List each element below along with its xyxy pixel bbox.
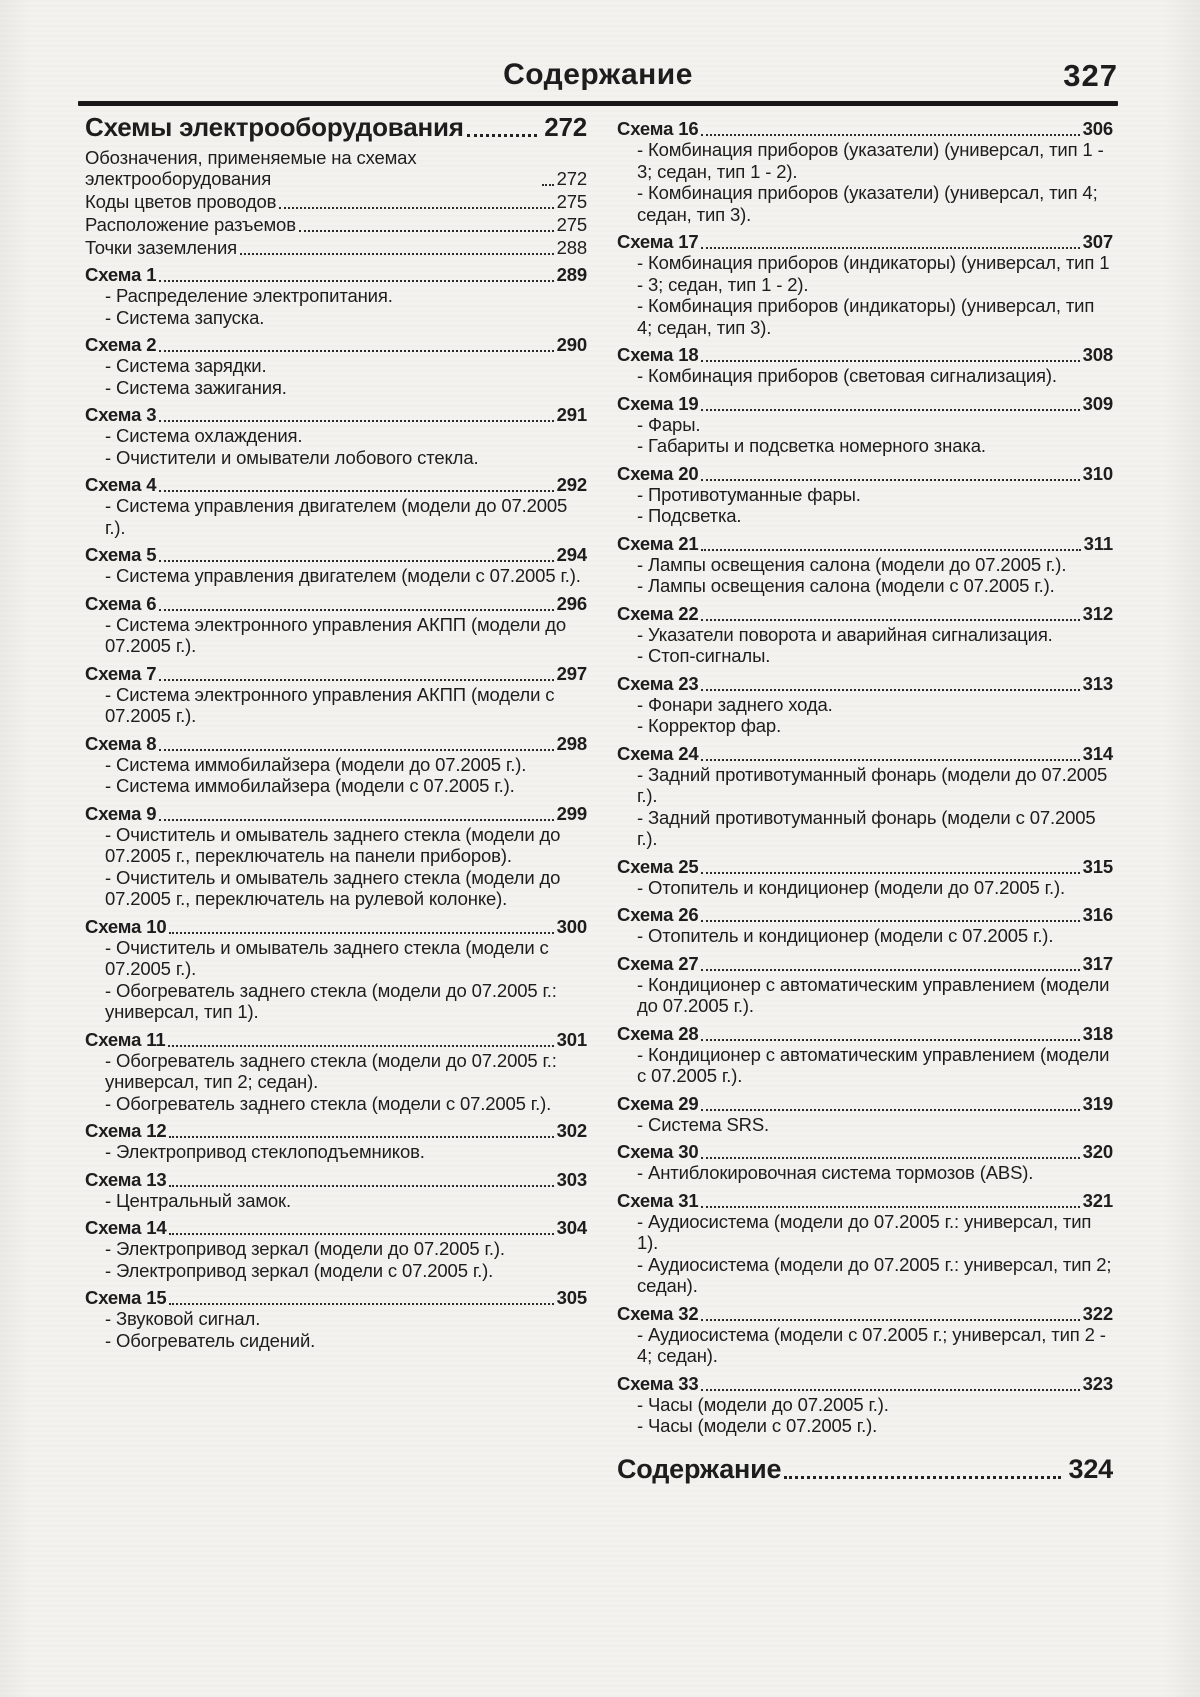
toc-entry bbox=[617, 344, 1113, 387]
toc-entry bbox=[85, 191, 587, 212]
toc-subitem: - Обогреватель сидений. bbox=[105, 1329, 316, 1351]
toc-entry-page: 307 bbox=[1082, 231, 1113, 252]
toc-entry bbox=[617, 1303, 1113, 1367]
toc-subitem: - Кондиционер с автоматическим управлением (модели до 07.2005 г.). bbox=[637, 973, 1110, 1016]
toc-entry-label: Схема 12 bbox=[85, 1120, 167, 1141]
dot-leader bbox=[159, 819, 553, 821]
toc-subitem: - Противотуманные фары. bbox=[637, 483, 861, 505]
toc-entry-page: 309 bbox=[1082, 392, 1113, 414]
toc-subitem: - Система электронного управления АКПП (модели с 07.2005 г.). bbox=[105, 683, 555, 726]
toc-subitem: - Распределение электропитания. bbox=[105, 285, 393, 306]
toc-entry-row bbox=[85, 264, 587, 285]
toc-entry-page: 303 bbox=[556, 1168, 587, 1190]
toc-footer-label: Содержание bbox=[617, 1453, 782, 1484]
toc-entry-page: 275 bbox=[556, 191, 587, 212]
toc-subitem: - Система иммобилайзера (модели с 07.2005 г.). bbox=[105, 775, 515, 796]
toc-entry-row bbox=[85, 1287, 587, 1308]
toc-entry-label: Схема 22 bbox=[617, 602, 699, 624]
toc-entry-page: 306 bbox=[1082, 118, 1113, 139]
toc-entry-page: 312 bbox=[1082, 602, 1113, 624]
toc-entry-label: Схема 19 bbox=[617, 392, 699, 414]
toc-entry-row bbox=[617, 743, 1113, 764]
toc-entry-label: Схема 3 bbox=[85, 404, 157, 425]
toc-entry-row bbox=[85, 663, 587, 684]
dot-leader bbox=[701, 689, 1079, 691]
toc-entry-label: Схема 17 bbox=[617, 231, 699, 252]
toc-entry-page: 272 bbox=[556, 168, 587, 189]
toc-entry-page: 318 bbox=[1082, 1022, 1113, 1044]
toc-entry-row bbox=[617, 1023, 1113, 1044]
dot-leader bbox=[701, 1206, 1079, 1208]
toc-entry-row bbox=[85, 1029, 587, 1050]
toc-entry-page: 310 bbox=[1082, 462, 1113, 484]
toc-subitem: - Система электронного управления АКПП (модели до 07.2005 г.). bbox=[105, 613, 567, 656]
toc-entries-right bbox=[617, 118, 1113, 1437]
toc-entry-row bbox=[85, 593, 587, 614]
toc-subitem: - Обогреватель заднего стекла (модели с 07.2005 г.). bbox=[105, 1092, 552, 1114]
toc-entry-page: 308 bbox=[1082, 344, 1113, 365]
toc-entry-label: Схема 24 bbox=[617, 742, 699, 764]
toc-entry bbox=[85, 147, 587, 189]
dot-leader bbox=[169, 1185, 553, 1187]
toc-entry bbox=[85, 1287, 587, 1351]
toc-entry bbox=[85, 264, 587, 328]
toc-entry-page: 299 bbox=[556, 802, 587, 824]
toc-entry-label: Схема 8 bbox=[85, 732, 157, 754]
toc-entry bbox=[617, 953, 1113, 1017]
toc-entry-row bbox=[85, 334, 587, 355]
toc-entry-label: Схема 11 bbox=[85, 1028, 166, 1050]
toc-subitem: - Задний противотуманный фонарь (модели до 07.2005 г.). bbox=[637, 763, 1108, 806]
toc-entry-row bbox=[617, 953, 1113, 974]
toc-subitem: - Часы (модели с 07.2005 г.). bbox=[637, 1415, 878, 1436]
toc-entry-row bbox=[85, 1120, 587, 1141]
toc-subitem: - Система управления двигателем (модели до 07.2005 г.). bbox=[105, 495, 568, 538]
toc-entry-label: Схема 2 bbox=[85, 334, 157, 355]
toc-subitem: - Система запуска. bbox=[105, 306, 265, 328]
toc-entry-row bbox=[617, 393, 1113, 414]
toc-entry-page: 301 bbox=[556, 1028, 587, 1050]
header-rule bbox=[78, 101, 1118, 106]
toc-entry bbox=[617, 231, 1113, 338]
toc-entry-page: 323 bbox=[1082, 1372, 1113, 1394]
toc-entry-page: 313 bbox=[1082, 672, 1113, 694]
dot-leader bbox=[701, 134, 1079, 136]
toc-entry-label: Схема 31 bbox=[617, 1189, 699, 1211]
dot-leader bbox=[169, 1136, 553, 1138]
toc-entry-row bbox=[617, 856, 1113, 877]
toc-subitem: - Отопитель и кондиционер (модели до 07.2005 г.). bbox=[637, 876, 1065, 898]
toc-column-left bbox=[85, 112, 587, 1485]
toc-subitem: - Система зажигания. bbox=[105, 376, 287, 398]
toc-entry-label: Схема 9 bbox=[85, 802, 157, 824]
dot-leader bbox=[701, 969, 1079, 971]
toc-entry-row bbox=[85, 916, 587, 937]
dot-leader bbox=[168, 1045, 553, 1047]
toc-subitem: - Очистители и омыватели лобового стекла. bbox=[105, 446, 479, 468]
toc-subitem: - Очиститель и омыватель заднего стекла (модели с 07.2005 г.). bbox=[105, 936, 549, 979]
toc-subitem: - Электропривод стеклоподъемников. bbox=[105, 1141, 425, 1162]
toc-entry-label: Схема 28 bbox=[617, 1022, 699, 1044]
dot-leader bbox=[701, 549, 1080, 551]
toc-entry-page: 290 bbox=[556, 334, 587, 355]
toc-entry bbox=[85, 1120, 587, 1163]
toc-entry-row bbox=[617, 533, 1113, 554]
toc-subitem: - Указатели поворота и аварийная сигнализация. bbox=[637, 623, 1053, 645]
dot-leader bbox=[159, 609, 553, 611]
toc-entry-page: 322 bbox=[1082, 1302, 1113, 1324]
toc-subitem: - Лампы освещения салона (модели с 07.2005 г.). bbox=[637, 575, 1055, 596]
toc-entry bbox=[85, 214, 587, 235]
toc-entry-label: Схема 7 bbox=[85, 662, 157, 684]
section-heading-label: Схемы электрооборудования bbox=[85, 112, 464, 142]
dot-leader bbox=[701, 1389, 1079, 1391]
toc-entry bbox=[617, 603, 1113, 667]
dot-leader bbox=[701, 759, 1079, 761]
toc-entry-row bbox=[85, 1169, 587, 1190]
toc-subitem: - Фонари заднего хода. bbox=[637, 693, 833, 715]
toc-subitem: - Очиститель и омыватель заднего стекла (модели до 07.2005 г., переключатель на панели приборов). bbox=[105, 823, 561, 866]
dot-leader bbox=[169, 1233, 553, 1235]
toc-entry bbox=[617, 1373, 1113, 1437]
toc-subitem: - Электропривод зеркал (модели до 07.2005 г.). bbox=[105, 1238, 505, 1259]
page-header bbox=[78, 58, 1118, 96]
dot-leader bbox=[701, 479, 1079, 481]
dot-leader bbox=[701, 920, 1079, 922]
toc-entry-page: 314 bbox=[1082, 742, 1113, 764]
toc-entry bbox=[617, 1190, 1113, 1297]
dot-leader bbox=[701, 247, 1079, 249]
toc-entry-label: Схема 15 bbox=[85, 1287, 167, 1308]
dot-leader bbox=[240, 253, 554, 255]
dot-leader bbox=[159, 280, 553, 282]
toc-entry-row bbox=[85, 733, 587, 754]
toc-entry-page: 304 bbox=[556, 1217, 587, 1238]
toc-subitem: - Система управления двигателем (модели с 07.2005 г.). bbox=[105, 565, 581, 586]
toc-entry-page: 292 bbox=[556, 474, 587, 495]
toc-entry-row bbox=[617, 231, 1113, 252]
toc-subitem: - Система зарядки. bbox=[105, 355, 267, 376]
toc-entry-label: Расположение разъемов bbox=[85, 214, 296, 235]
toc-footer-page: 324 bbox=[1068, 1453, 1113, 1484]
toc-entry bbox=[617, 1141, 1113, 1184]
toc-entry-row bbox=[617, 603, 1113, 624]
toc-subitem: - Часы (модели до 07.2005 г.). bbox=[637, 1393, 889, 1415]
toc-entry-page: 291 bbox=[556, 404, 587, 425]
dot-leader bbox=[701, 1039, 1079, 1041]
toc-entry-row bbox=[617, 673, 1113, 694]
toc-entry-label: Схема 27 bbox=[617, 952, 699, 974]
toc-entry-label: Точки заземления bbox=[85, 237, 238, 258]
dot-leader bbox=[701, 409, 1079, 411]
toc-subitem: - Комбинация приборов (указатели) (универсал, тип 1 - 3; седан, тип 1 - 2). bbox=[637, 139, 1104, 182]
toc-entries-left bbox=[85, 147, 587, 1351]
toc-subitem: - Комбинация приборов (индикаторы) (универсал, тип 4; седан, тип 3). bbox=[637, 295, 1095, 338]
toc-entry bbox=[617, 743, 1113, 850]
toc-entry bbox=[85, 663, 587, 727]
toc-entry bbox=[617, 533, 1113, 597]
toc-entry-label: Схема 10 bbox=[85, 915, 167, 937]
toc-entry-label: Схема 30 bbox=[617, 1141, 699, 1162]
toc-entry-label: Схема 26 bbox=[617, 904, 699, 925]
toc-subitem: - Габариты и подсветка номерного знака. bbox=[637, 435, 986, 456]
toc-entry-label: Схема 6 bbox=[85, 592, 157, 614]
page-title: Содержание bbox=[503, 58, 693, 91]
section-heading bbox=[85, 112, 587, 142]
toc-entry-page: 321 bbox=[1082, 1189, 1113, 1211]
toc-entry-page: 300 bbox=[556, 915, 587, 937]
toc-footer bbox=[617, 1453, 1113, 1485]
toc-entry bbox=[617, 118, 1113, 225]
toc-entry-row bbox=[85, 404, 587, 425]
toc-entry-page: 294 bbox=[556, 544, 587, 565]
toc-entry-label: Схема 29 bbox=[617, 1092, 699, 1114]
toc-entry-label: Схема 21 bbox=[617, 532, 699, 554]
toc-subitem: - Система SRS. bbox=[637, 1113, 770, 1135]
dot-leader bbox=[701, 619, 1079, 621]
toc-subitem: - Аудиосистема (модели с 07.2005 г.; универсал, тип 2 - 4; седан). bbox=[637, 1323, 1106, 1366]
toc-entry bbox=[85, 593, 587, 657]
toc-entry-row bbox=[85, 237, 587, 258]
toc-subitem: - Комбинация приборов (индикаторы) (универсал, тип 1 - 3; седан, тип 1 - 2). bbox=[637, 252, 1110, 295]
toc-subitem: - Подсветка. bbox=[637, 505, 742, 526]
toc-column-right bbox=[617, 112, 1113, 1485]
toc-subitem: - Система охлаждения. bbox=[105, 425, 303, 446]
toc-entry-page: 305 bbox=[556, 1287, 587, 1308]
toc-subitem: - Отопитель и кондиционер (модели с 07.2005 г.). bbox=[637, 925, 1054, 946]
dot-leader bbox=[159, 490, 553, 492]
toc-entry-row bbox=[617, 1190, 1113, 1211]
toc-entry bbox=[617, 463, 1113, 527]
toc-entry-row bbox=[617, 344, 1113, 365]
toc-entry bbox=[617, 673, 1113, 737]
toc-entry-row bbox=[85, 803, 587, 824]
toc-entry-page: 288 bbox=[556, 237, 587, 258]
dot-leader bbox=[701, 1109, 1079, 1111]
toc-entry-page: 319 bbox=[1082, 1092, 1113, 1114]
toc-subitem: - Аудиосистема (модели до 07.2005 г.: универсал, тип 2; седан). bbox=[637, 1253, 1112, 1296]
toc-entry bbox=[85, 237, 587, 258]
toc-subitem: - Аудиосистема (модели до 07.2005 г.: универсал, тип 1). bbox=[637, 1210, 1092, 1253]
toc-entry-row bbox=[85, 214, 587, 235]
toc-entry bbox=[617, 904, 1113, 947]
toc-entry-page: 297 bbox=[556, 662, 587, 684]
toc-subitem: - Фары. bbox=[637, 413, 701, 435]
toc-entry-label: Схема 13 bbox=[85, 1168, 167, 1190]
toc-subitem: - Электропривод зеркал (модели с 07.2005 г.). bbox=[105, 1259, 494, 1281]
page-number: 327 bbox=[1063, 58, 1118, 93]
toc-entry bbox=[617, 393, 1113, 457]
dot-leader bbox=[169, 932, 553, 934]
toc-entry-label: Схема 25 bbox=[617, 855, 699, 877]
toc-entry-page: 311 bbox=[1083, 532, 1113, 554]
dot-leader bbox=[299, 230, 554, 232]
toc-entry-page: 302 bbox=[556, 1120, 587, 1141]
toc-entry bbox=[617, 856, 1113, 899]
dot-leader bbox=[542, 184, 554, 186]
toc-entry-page: 289 bbox=[556, 264, 587, 285]
toc-entry-row bbox=[617, 1373, 1113, 1394]
toc-entry-label: Схема 32 bbox=[617, 1302, 699, 1324]
toc-subitem: - Комбинация приборов (световая сигнализация). bbox=[637, 365, 1057, 386]
toc-entry-label: Схема 4 bbox=[85, 474, 157, 495]
toc-entry-row bbox=[617, 1141, 1113, 1162]
toc-entry-label: Схема 5 bbox=[85, 544, 157, 565]
toc-subitem: - Очиститель и омыватель заднего стекла (модели до 07.2005 г., переключатель на рулевой колонке). bbox=[105, 866, 561, 909]
toc-entry-label: Схема 33 bbox=[617, 1372, 699, 1394]
dot-leader bbox=[159, 560, 553, 562]
toc-entry bbox=[85, 1169, 587, 1212]
toc-entry-label: Схема 23 bbox=[617, 672, 699, 694]
toc-entry-page: 298 bbox=[556, 732, 587, 754]
section-heading-page: 272 bbox=[544, 112, 587, 142]
dot-leader bbox=[701, 872, 1079, 874]
dot-leader bbox=[159, 350, 553, 352]
toc-entry-label: Схема 14 bbox=[85, 1217, 167, 1238]
dot-leader bbox=[159, 679, 553, 681]
toc-entry-row bbox=[85, 1217, 587, 1238]
toc-entry-row bbox=[85, 191, 587, 212]
dot-leader bbox=[159, 749, 553, 751]
toc-entry bbox=[85, 404, 587, 468]
dot-leader bbox=[279, 207, 553, 209]
toc-subitem: - Антиблокировочная система тормозов (ABS). bbox=[637, 1162, 1034, 1183]
toc-entry bbox=[85, 1029, 587, 1115]
dot-leader bbox=[701, 360, 1079, 362]
toc-columns bbox=[85, 112, 1113, 1485]
toc-subitem: - Задний противотуманный фонарь (модели с 07.2005 г.). bbox=[637, 806, 1096, 849]
toc-entry-row bbox=[617, 1303, 1113, 1324]
toc-entry-row bbox=[617, 463, 1113, 484]
toc-entry-label: Коды цветов проводов bbox=[85, 191, 277, 212]
dot-leader bbox=[467, 134, 537, 137]
toc-entry bbox=[85, 803, 587, 910]
toc-entry bbox=[85, 334, 587, 398]
toc-entry-row bbox=[85, 147, 587, 189]
toc-subitem: - Центральный замок. bbox=[105, 1189, 291, 1211]
toc-entry bbox=[617, 1093, 1113, 1136]
toc-subitem: - Обогреватель заднего стекла (модели до 07.2005 г.: универсал, тип 2; седан). bbox=[105, 1049, 557, 1092]
toc-entry-page: 320 bbox=[1082, 1141, 1113, 1162]
toc-subitem: - Система иммобилайзера (модели до 07.2005 г.). bbox=[105, 753, 527, 775]
toc-entry bbox=[617, 1023, 1113, 1087]
toc-entry bbox=[85, 733, 587, 797]
toc-entry-label: Схема 16 bbox=[617, 118, 699, 139]
toc-entry-row bbox=[617, 1093, 1113, 1114]
toc-entry bbox=[85, 544, 587, 587]
dot-leader bbox=[169, 1303, 553, 1305]
toc-entry-label: Схема 20 bbox=[617, 462, 699, 484]
dot-leader bbox=[784, 1476, 1060, 1479]
toc-entry-label: Схема 18 bbox=[617, 344, 699, 365]
toc-subitem: - Лампы освещения салона (модели до 07.2005 г.). bbox=[637, 553, 1067, 575]
toc-entry-label: Обозначения, применяемые на схемах электрооборудования bbox=[85, 147, 417, 189]
toc-subitem: - Звуковой сигнал. bbox=[105, 1308, 261, 1329]
toc-entry-row bbox=[85, 544, 587, 565]
dot-leader bbox=[701, 1319, 1079, 1321]
toc-entry bbox=[85, 916, 587, 1023]
toc-entry-row bbox=[85, 474, 587, 495]
toc-entry-page: 275 bbox=[556, 214, 587, 235]
toc-entry-page: 317 bbox=[1082, 952, 1113, 974]
toc-entry-page: 316 bbox=[1082, 904, 1113, 925]
toc-entry-page: 315 bbox=[1082, 855, 1113, 877]
toc-entry bbox=[85, 1217, 587, 1281]
toc-subitem: - Обогреватель заднего стекла (модели до 07.2005 г.: универсал, тип 1). bbox=[105, 979, 557, 1022]
toc-entry-row bbox=[617, 904, 1113, 925]
toc-subitem: - Корректор фар. bbox=[637, 715, 782, 736]
toc-subitem: - Комбинация приборов (указатели) (универсал, тип 4; седан, тип 3). bbox=[637, 182, 1098, 225]
toc-entry-label: Схема 1 bbox=[85, 264, 157, 285]
toc-subitem: - Кондиционер с автоматическим управлением (модели с 07.2005 г.). bbox=[637, 1043, 1110, 1086]
dot-leader bbox=[701, 1157, 1079, 1159]
toc-entry bbox=[85, 474, 587, 538]
dot-leader bbox=[159, 420, 553, 422]
toc-entry-page: 296 bbox=[556, 592, 587, 614]
toc-entry-row bbox=[617, 118, 1113, 139]
toc-subitem: - Стоп-сигналы. bbox=[637, 645, 771, 666]
